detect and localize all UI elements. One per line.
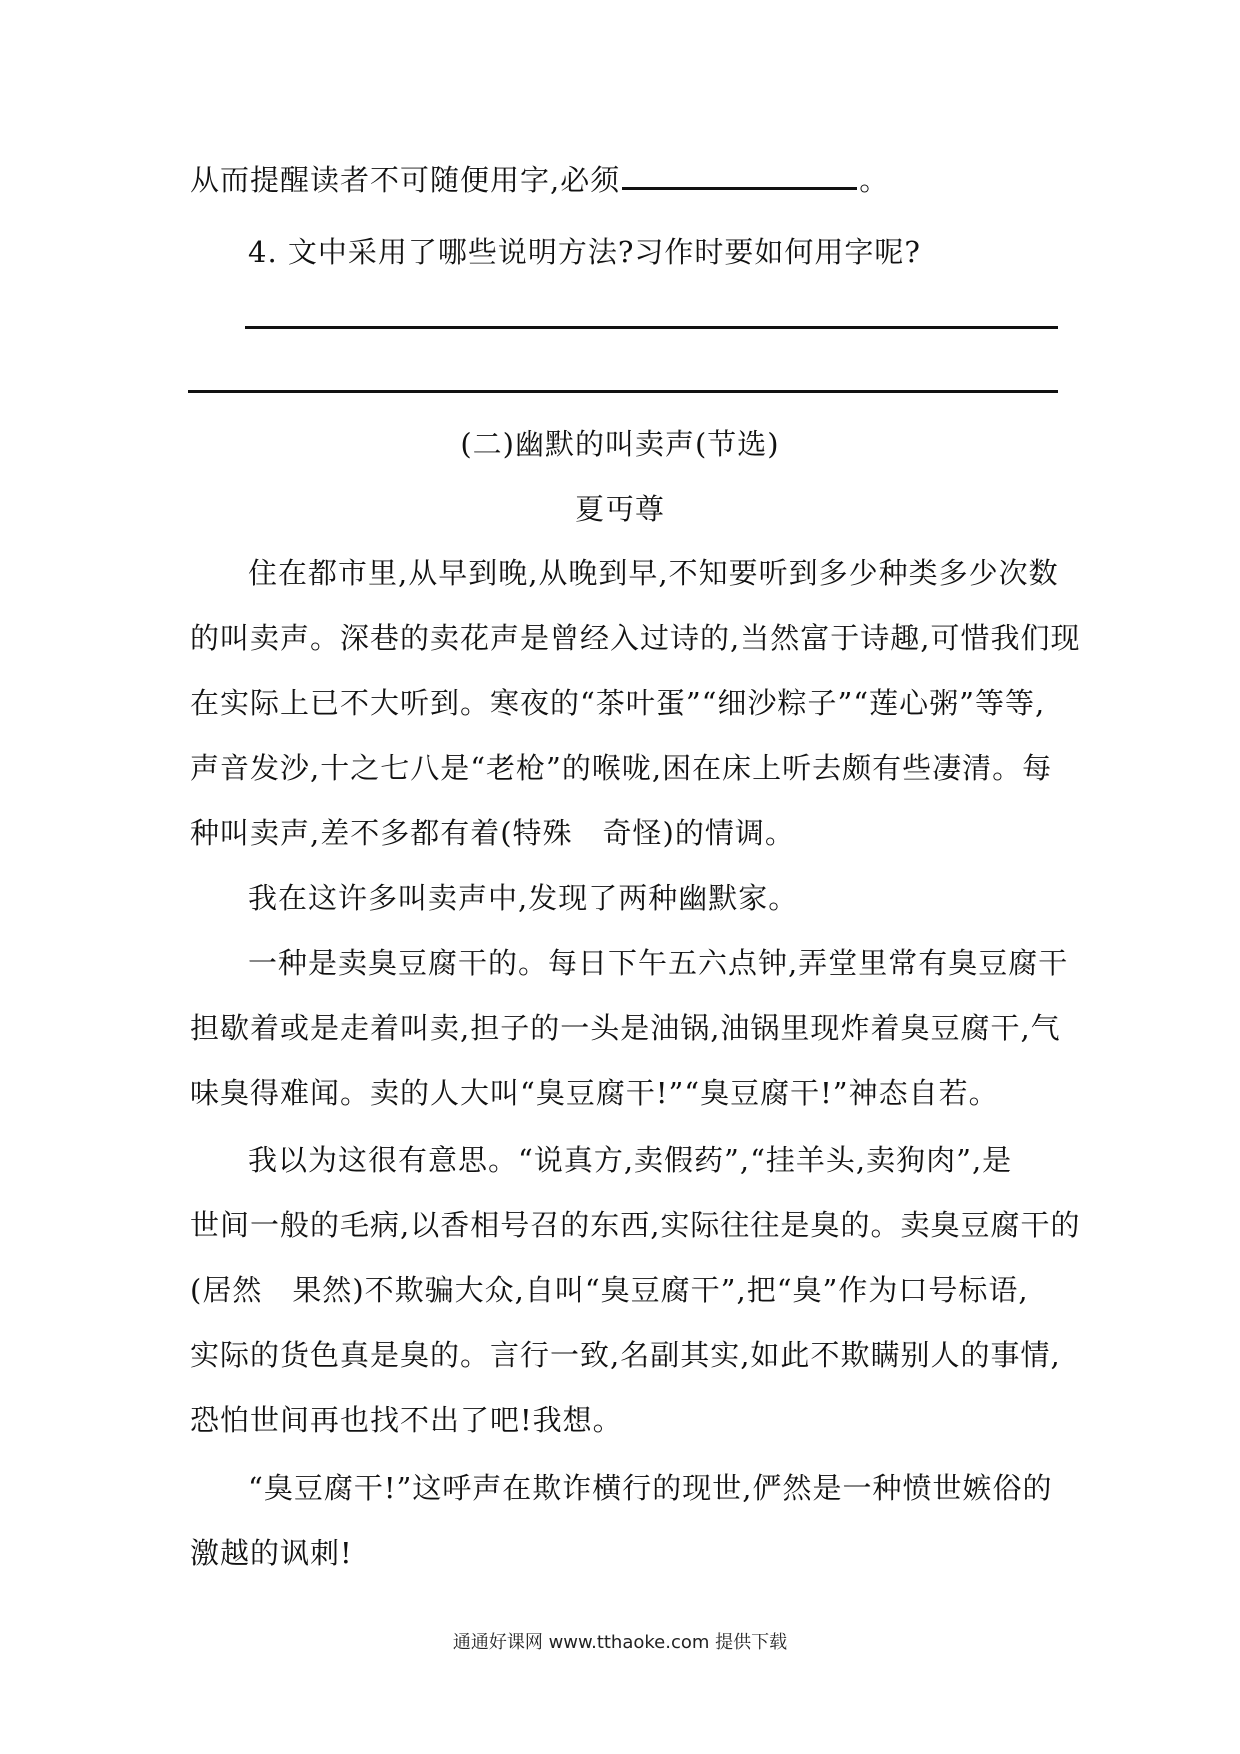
passage-line: 在实际上已不大听到。寒夜的“茶叶蛋”“细沙粽子”“莲心粥”等等, — [190, 686, 1046, 720]
passage-line: 激越的讽刺! — [190, 1536, 353, 1570]
passage-line: 声音发沙,十之七八是“老枪”的喉咙,困在床上听去颇有些凄清。每 — [190, 751, 1053, 785]
passage-title: (二)幽默的叫卖声(节选) — [460, 427, 780, 461]
page-footer: 通通好课网 www.tthaoke.com 提供下载 — [452, 1632, 788, 1653]
passage-line: (居然 果然)不欺骗大众,自叫“臭豆腐干”,把“臭”作为口号标语, — [190, 1273, 1029, 1307]
passage-line: 的叫卖声。深巷的卖花声是曾经入过诗的,当然富于诗趣,可惜我们现 — [190, 621, 1081, 655]
passage-line: “臭豆腐干!”这呼声在欺诈横行的现世,俨然是一种愤世嫉俗的 — [248, 1471, 1053, 1505]
passage-line: 味臭得难闻。卖的人大叫“臭豆腐干!”“臭豆腐干!”神态自若。 — [190, 1076, 999, 1110]
question4-prompt: 4. 文中采用了哪些说明方法?习作时要如何用字呢? — [248, 235, 921, 269]
question3-line — [190, 160, 889, 200]
passage-line: 实际的货色真是臭的。言行一致,名副其实,如此不欺瞒别人的事情, — [190, 1338, 1061, 1372]
question3-period: 。 — [859, 163, 890, 197]
passage-line: 恐怕世间再也找不出了吧!我想。 — [190, 1403, 623, 1437]
passage-line: 住在都市里,从早到晚,从晚到早,不知要听到多少种类多少次数 — [248, 556, 1059, 590]
passage-line: 种叫卖声,差不多都有着(特殊 奇怪)的情调。 — [190, 816, 795, 850]
passage-line: 担歇着或是走着叫卖,担子的一头是油锅,油锅里现炸着臭豆腐干,气 — [190, 1011, 1061, 1045]
passage-line: 一种是卖臭豆腐干的。每日下午五六点钟,弄堂里常有臭豆腐干 — [248, 946, 1069, 980]
answer-line-q4-1[interactable] — [245, 326, 1058, 329]
passage-author: 夏丏尊 — [574, 492, 665, 526]
answer-line-q4-2[interactable] — [188, 390, 1058, 393]
passage-line: 我以为这很有意思。“说真方,卖假药”,“挂羊头,卖狗肉”,是 — [248, 1143, 1013, 1177]
passage-line: 我在这许多叫卖声中,发现了两种幽默家。 — [248, 881, 799, 915]
answer-blank-q3[interactable] — [622, 187, 857, 190]
passage-line: 世间一般的毛病,以香相号召的东西,实际往往是臭的。卖臭豆腐干的 — [190, 1208, 1081, 1242]
question3-text: 从而提醒读者不可随便用字,必须 — [190, 163, 621, 197]
